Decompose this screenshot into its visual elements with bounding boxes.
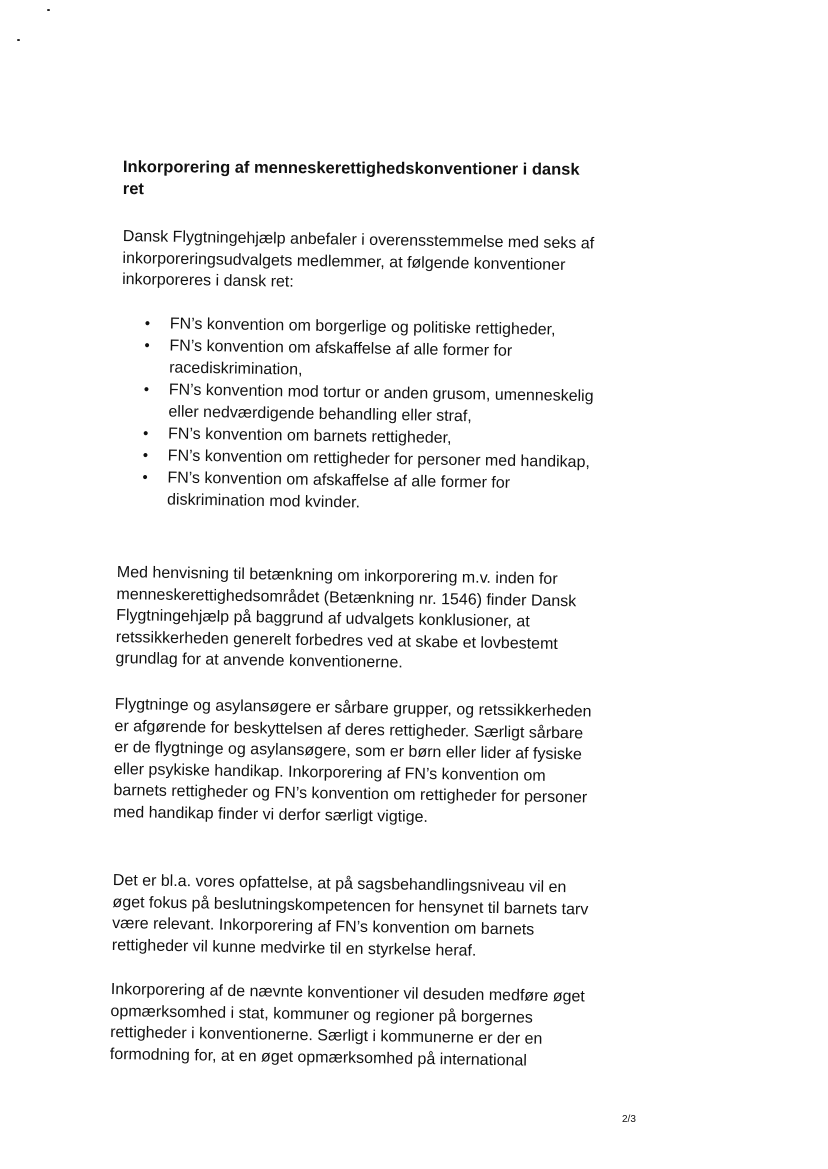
convention-list: [137, 313, 610, 518]
list-item: • FN’s konvention mod tortur or anden grusom, umenneskelig eller nedværdigende behandling eller straf,: [143, 381, 594, 426]
bullet-icon: •: [143, 381, 150, 399]
scan-speck: [47, 9, 50, 11]
bullet-icon: •: [144, 337, 150, 355]
bullet-icon: •: [142, 447, 149, 465]
page-heading: Inkorporering af menneskerettighedskonventioner i dansk ret: [122, 157, 580, 199]
bullet-icon: •: [142, 469, 148, 487]
bullet-icon: •: [142, 425, 149, 443]
page-number: 2/3: [622, 1114, 636, 1125]
list-item: • FN’s konvention om rettigheder for personer med handikap,: [142, 447, 590, 472]
body-paragraph: Det er bl.a. vores opfattelse, at på sagsbehandlingsniveau vil en øget fokus på beslutningskompetencen for hensynet til barnets tarv være relevant. Inkorporering af FN’s konvention om barnets rettigheder vil kunne medvirke til en styrkelse heraf.: [111, 871, 589, 960]
list-item: • FN’s konvention om afskaffelse af alle former for diskrimination mod kvinder.: [142, 469, 511, 512]
scan-speck: [17, 39, 20, 41]
list-item: • FN’s konvention om borgerlige og politiske rettigheder,: [144, 315, 556, 339]
body-paragraph: Inkorporering af de nævnte konventioner vil desuden medføre øget opmærksomhed i stat, kommuner og regioner på borgernes rettigheder i konventionerne. Særligt i kommunerne er der en formodning for, at en øget opmærksomhed på international: [109, 980, 585, 1070]
body-paragraph: Med henvisning til betænkning om inkorporering m.v. inden for menneskerettighedsområdet (Betænkning nr. 1546) finder Dansk Flygtningehjælp på baggrund af udvalgets konklusioner, at retssikkerheden generelt forbedres ved at skabe et lovbestemt grundlag for at anvende konventionerne.: [115, 563, 577, 672]
list-item: • FN’s konvention om afskaffelse af alle former for racediskrimination,: [144, 337, 513, 379]
bullet-icon: •: [144, 315, 151, 333]
body-paragraph: Flygtninge og asylansøgere er sårbare grupper, og retssikkerheden er afgørende for beskyttelsen af deres rettigheder. Særligt sårbare er de flygtninge og asylansøgere, som er børn eller lider af fysiske eller psykiske handikap. Inkorporering af FN’s konvention om barnets rettigheder og FN’s konvention om rettigheder for personer med handikap finder vi derfor særligt vigtige.: [113, 695, 592, 826]
list-item: • FN’s konvention om barnets rettigheder,: [142, 425, 452, 447]
intro-paragraph: [122, 226, 623, 298]
intro-text: Dansk Flygtningehjælp anbefaler i overensstemmelse med seks af inkorporeringsudvalgets medlemmer, at følgende konventioner inkorporeres i dansk ret:: [122, 227, 595, 291]
